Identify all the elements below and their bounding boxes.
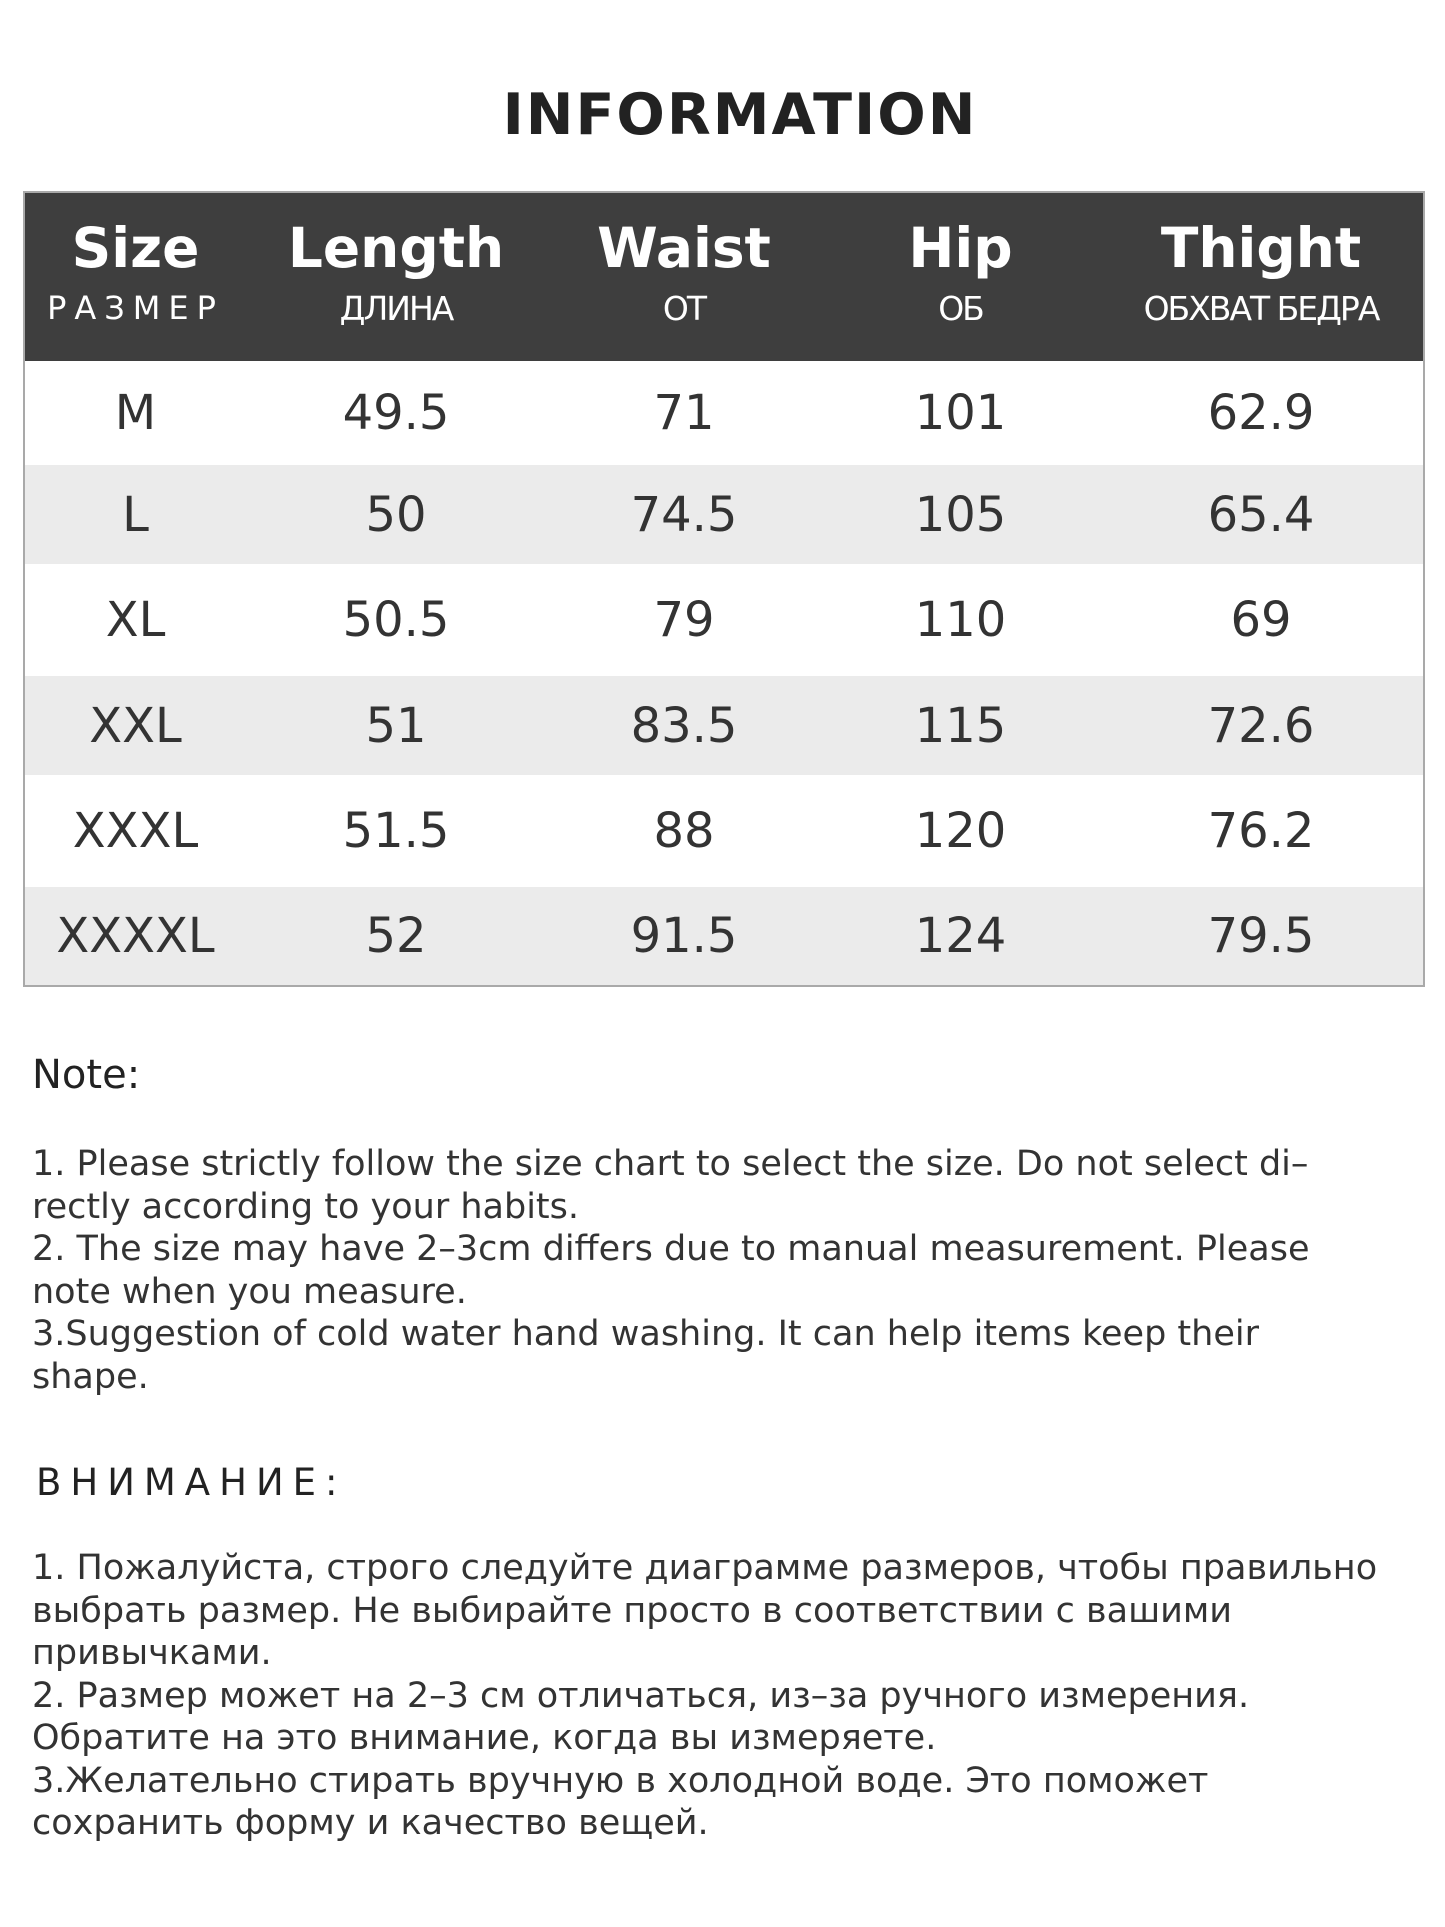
header-label-ru: ОБ bbox=[938, 289, 983, 328]
cell-size: M bbox=[114, 385, 157, 441]
size-chart-table bbox=[23, 191, 1425, 987]
header-label-en: Hip bbox=[908, 216, 1013, 280]
note-line: 1. Please strictly follow the size chart to select the size. Do not select di– bbox=[32, 1144, 1309, 1184]
note-line: 3.Suggestion of cold water hand washing. It can help items keep their bbox=[32, 1314, 1259, 1354]
cell-size: XXXXL bbox=[56, 908, 215, 964]
header-label-ru: РАЗМЕР bbox=[47, 289, 224, 327]
header-thigh bbox=[1099, 193, 1423, 361]
cell-size: XL bbox=[105, 592, 166, 648]
cell-length: 49.5 bbox=[342, 385, 450, 441]
ru-note-text bbox=[32, 1547, 1432, 1845]
cell-hip: 120 bbox=[914, 803, 1007, 859]
note-line: rectly according to your habits. bbox=[32, 1186, 580, 1227]
cell-thigh: 76.2 bbox=[1207, 803, 1315, 859]
cell-length: 51.5 bbox=[342, 803, 450, 859]
cell-thigh: 79.5 bbox=[1207, 908, 1315, 964]
note-text bbox=[32, 1143, 1412, 1398]
note-line: 2. The size may have 2–3cm differs due to manual measurement. Please bbox=[32, 1229, 1310, 1269]
cell-waist: 83.5 bbox=[630, 697, 738, 754]
cell-thigh: 69 bbox=[1230, 592, 1292, 648]
header-label-en: Size bbox=[71, 216, 200, 280]
header-hip bbox=[822, 193, 1099, 361]
cell-waist: 91.5 bbox=[630, 908, 738, 964]
header-label-en: Length bbox=[287, 216, 505, 280]
ru-note-line: 2. Размер может на 2–3 см отличаться, из–за ручного измерения. bbox=[32, 1675, 1250, 1716]
ru-note-line: выбрать размер. Не выбирайте просто в соответствии с вашими bbox=[32, 1590, 1233, 1631]
ru-note-line: привычками. bbox=[32, 1633, 272, 1673]
note-line: note when you measure. bbox=[32, 1271, 467, 1312]
cell-length: 50.5 bbox=[342, 592, 450, 648]
cell-thigh: 72.6 bbox=[1207, 697, 1315, 754]
cell-hip: 115 bbox=[914, 697, 1007, 754]
header-label-ru: ОБХВАТ БЕДРА bbox=[1143, 289, 1379, 328]
note-heading: Note: bbox=[32, 1052, 141, 1098]
header-size bbox=[25, 193, 246, 361]
cell-waist: 71 bbox=[653, 385, 715, 441]
ru-note-heading: ВНИМАНИЕ: bbox=[36, 1461, 347, 1504]
ru-note-line: Обратите на это внимание, когда вы измеряете. bbox=[32, 1718, 937, 1758]
cell-waist: 74.5 bbox=[630, 486, 738, 543]
table-row bbox=[25, 465, 1423, 564]
cell-thigh: 65.4 bbox=[1207, 486, 1315, 543]
cell-thigh: 62.9 bbox=[1207, 385, 1315, 441]
cell-length: 50 bbox=[365, 486, 427, 543]
cell-hip: 105 bbox=[914, 486, 1007, 543]
cell-hip: 124 bbox=[914, 908, 1007, 964]
ru-note-line: 3.Желательно стирать вручную в холодной воде. Это поможет bbox=[32, 1760, 1209, 1801]
ru-note-line: сохранить форму и качество вещей. bbox=[32, 1803, 709, 1843]
cell-length: 51 bbox=[365, 697, 427, 754]
table-header bbox=[25, 193, 1423, 361]
table-row bbox=[25, 361, 1423, 465]
ru-note-line: 1. Пожалуйста, строго следуйте диаграмме размеров, чтобы правильно bbox=[32, 1548, 1378, 1588]
header-length bbox=[246, 193, 546, 361]
header-label-en: Thight bbox=[1160, 216, 1362, 280]
cell-size: XXXL bbox=[72, 803, 199, 859]
cell-length: 52 bbox=[365, 908, 427, 964]
cell-hip: 101 bbox=[914, 385, 1007, 441]
table-row bbox=[25, 775, 1423, 887]
cell-waist: 79 bbox=[653, 592, 715, 648]
header-label-en: Waist bbox=[597, 216, 771, 280]
header-waist bbox=[546, 193, 822, 361]
table-row bbox=[25, 887, 1423, 985]
cell-hip: 110 bbox=[914, 592, 1007, 648]
cell-size: XXL bbox=[89, 697, 182, 754]
cell-waist: 88 bbox=[653, 803, 715, 859]
note-line: shape. bbox=[32, 1356, 149, 1397]
page-title: INFORMATION bbox=[502, 82, 978, 148]
table-row bbox=[25, 564, 1423, 676]
cell-size: L bbox=[122, 486, 149, 543]
header-label-ru: ОТ bbox=[662, 289, 706, 328]
table-row bbox=[25, 676, 1423, 775]
header-label-ru: ДЛИНА bbox=[339, 289, 453, 328]
